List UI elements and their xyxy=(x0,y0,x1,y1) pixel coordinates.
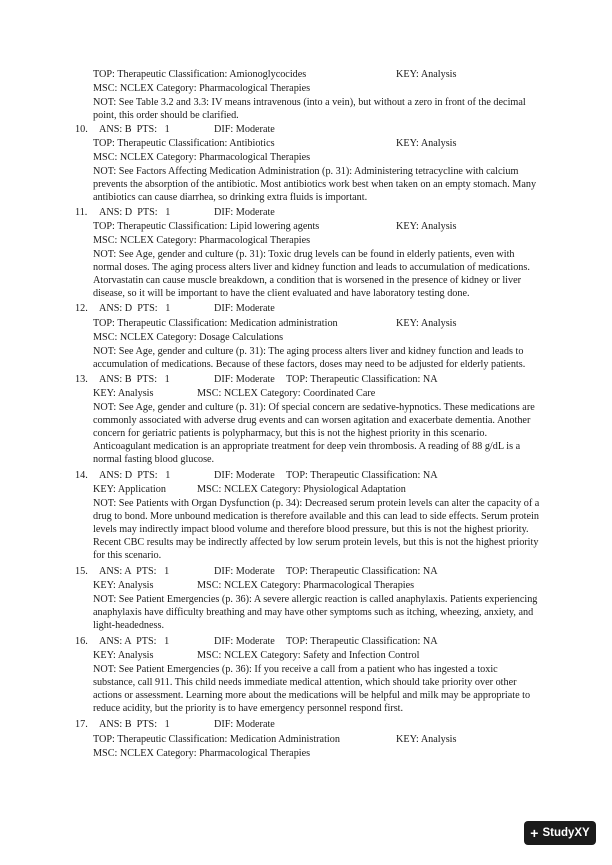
item15-note-line2: anaphylaxis have difficulty breathing and may have other symptoms such as itching, wheezing, anxiety, and xyxy=(93,607,534,618)
item15-top: TOP: Therapeutic Classification: NA xyxy=(286,566,438,577)
item9-key: KEY: Analysis xyxy=(396,69,457,80)
item13-note-line5: normal fasting blood glucose. xyxy=(93,454,215,465)
item13-answer: ANS: B PTS: 1 xyxy=(99,374,170,385)
item13-top: TOP: Therapeutic Classification: NA xyxy=(286,374,438,385)
item9-top: TOP: Therapeutic Classification: Amionoglycocides xyxy=(93,69,307,80)
item15-note-line3: light-headedness. xyxy=(93,620,165,631)
item15-number: 15. xyxy=(75,566,88,577)
item12-difficulty: DIF: Moderate xyxy=(214,303,275,314)
item16-note-line3: actions or assessment. Learning more about the medications will be helpful and milk may be appropriate to xyxy=(93,690,531,701)
item10-note-line3: antibiotics can cause diarrhea, so drinking extra fluids is important. xyxy=(93,192,368,203)
item11-note-line4: disease, so it will be important to have the client evaluated and have laboratory testing done. xyxy=(93,288,470,299)
item15-msc: MSC: NCLEX Category: Pharmacological Therapies xyxy=(197,580,415,591)
item16-note-line1: NOT: See Patient Emergencies (p. 36): If you receive a call from a patient who has ingested a toxic xyxy=(93,664,498,675)
item12-key: KEY: Analysis xyxy=(396,318,457,329)
item10-answer: ANS: B PTS: 1 xyxy=(99,124,170,135)
item14-top: TOP: Therapeutic Classification: NA xyxy=(286,470,438,481)
item16-msc: MSC: NCLEX Category: Safety and Infection Control xyxy=(197,650,420,661)
item14-note-line4: Recent CBC results may be indirectly affected by low serum protein levels, but this is not the highest priority xyxy=(93,537,539,548)
item14-number: 14. xyxy=(75,470,88,481)
item17-top: TOP: Therapeutic Classification: Medication Administration xyxy=(93,734,340,745)
item14-answer: ANS: D PTS: 1 xyxy=(99,470,171,481)
item15-key: KEY: Analysis xyxy=(93,580,154,591)
item11-note-line2: normal doses. The aging process alters liver and kidney function and leads to accumulation of medications. xyxy=(93,262,530,273)
item13-note-line1: NOT: See Age, gender and culture (p. 31): Of special concern are sedative-hypnotics. These medications are xyxy=(93,402,535,413)
plus-icon: + xyxy=(530,825,539,841)
item9-note-line1: NOT: See Table 3.2 and 3.3: IV means intravenous (into a vein), but without a zero in front of the decimal xyxy=(93,97,526,108)
brand-name-xy: XY xyxy=(574,827,590,839)
item17-number: 17. xyxy=(75,719,88,730)
item14-msc: MSC: NCLEX Category: Physiological Adaptation xyxy=(197,484,406,495)
item16-answer: ANS: A PTS: 1 xyxy=(99,636,170,647)
item10-msc: MSC: NCLEX Category: Pharmacological Therapies xyxy=(93,152,311,163)
item12-note-line2: accumulation of medications. Because of these factors, doses may need to be adjusted for elderly patients. xyxy=(93,359,526,370)
item11-key: KEY: Analysis xyxy=(396,221,457,232)
item14-key: KEY: Application xyxy=(93,484,166,495)
item10-top: TOP: Therapeutic Classification: Antibiotics xyxy=(93,138,275,149)
item15-note-line1: NOT: See Patient Emergencies (p. 36): A severe allergic reaction is called anaphylaxis. Patients experiencing xyxy=(93,594,538,605)
item12-msc: MSC: NCLEX Category: Dosage Calculations xyxy=(93,332,284,343)
brand-name-study: Study xyxy=(542,827,575,839)
item12-number: 12. xyxy=(75,303,88,314)
item16-note-line4: reduce acidity, but the priority is to have emergency personnel respond first. xyxy=(93,703,404,714)
item10-difficulty: DIF: Moderate xyxy=(214,124,275,135)
item11-msc: MSC: NCLEX Category: Pharmacological Therapies xyxy=(93,235,311,246)
item13-key: KEY: Analysis xyxy=(93,388,154,399)
item11-number: 11. xyxy=(75,207,88,218)
item11-answer: ANS: D PTS: 1 xyxy=(99,207,171,218)
item17-difficulty: DIF: Moderate xyxy=(214,719,275,730)
item13-msc: MSC: NCLEX Category: Coordinated Care xyxy=(197,388,376,399)
item13-number: 13. xyxy=(75,374,88,385)
item17-key: KEY: Analysis xyxy=(396,734,457,745)
item16-number: 16. xyxy=(75,636,88,647)
item10-number: 10. xyxy=(75,124,88,135)
item10-note-line2: prevents the absorption of the antibiotic. Most antibiotics work best when taken on an empty stomach. Many xyxy=(93,179,537,190)
item11-top: TOP: Therapeutic Classification: Lipid lowering agents xyxy=(93,221,320,232)
item16-note-line2: substance, call 911. This child needs immediate medical attention, which should take priority over other xyxy=(93,677,517,688)
item9-note-line2: point, this order should be clarified. xyxy=(93,110,239,121)
item15-answer: ANS: A PTS: 1 xyxy=(99,566,170,577)
item14-note-line1: NOT: See Patients with Organ Dysfunction (p. 34): Decreased serum protein levels can alter the capacity of a xyxy=(93,498,540,509)
item13-note-line4: Anticoagulant medication is an appropriate treatment for deep vein thrombosis. A reading of 88 g/dL is a xyxy=(93,441,521,452)
item11-note-line1: NOT: See Age, gender and culture (p. 31): Toxic drug levels can be found in elderly patients, even with xyxy=(93,249,515,260)
item11-difficulty: DIF: Moderate xyxy=(214,207,275,218)
item12-answer: ANS: D PTS: 1 xyxy=(99,303,171,314)
item10-note-line1: NOT: See Factors Affecting Medication Administration (p. 31): Administering tetracycline with calcium xyxy=(93,166,519,177)
item9-msc: MSC: NCLEX Category: Pharmacological Therapies xyxy=(93,83,311,94)
item13-note-line2: commonly associated with adverse drug events and can worsen agitation and exacerbate dementia. Another xyxy=(93,415,531,426)
item10-key: KEY: Analysis xyxy=(396,138,457,149)
item11-note-line3: Atorvastatin can cause muscle breakdown, a condition that is worsened in the presence of kidney or liver xyxy=(93,275,522,286)
item14-note-line5: for this scenario. xyxy=(93,550,162,561)
item14-note-line2: drug to bond. More unbound medication is therefore available and this can lead to side effects. Serum protein xyxy=(93,511,539,522)
studyxy-badge[interactable] xyxy=(524,821,596,845)
item14-difficulty: DIF: Moderate xyxy=(214,470,275,481)
item15-difficulty: DIF: Moderate xyxy=(214,566,275,577)
item16-difficulty: DIF: Moderate xyxy=(214,636,275,647)
item13-difficulty: DIF: Moderate xyxy=(214,374,275,385)
item17-msc: MSC: NCLEX Category: Pharmacological Therapies xyxy=(93,748,311,759)
item14-note-line3: levels may indirectly impact blood volume and therefore blood pressure, but this is not the highest priority. xyxy=(93,524,529,535)
item12-note-line1: NOT: See Age, gender and culture (p. 31): The aging process alters liver and kidney function and leads to xyxy=(93,346,524,357)
item16-top: TOP: Therapeutic Classification: NA xyxy=(286,636,438,647)
item17-answer: ANS: B PTS: 1 xyxy=(99,719,170,730)
item16-key: KEY: Analysis xyxy=(93,650,154,661)
item12-top: TOP: Therapeutic Classification: Medication administration xyxy=(93,318,338,329)
item13-note-line3: concern for geriatric patients is polypharmacy, but this is not the highest priority in this scenario. xyxy=(93,428,488,439)
